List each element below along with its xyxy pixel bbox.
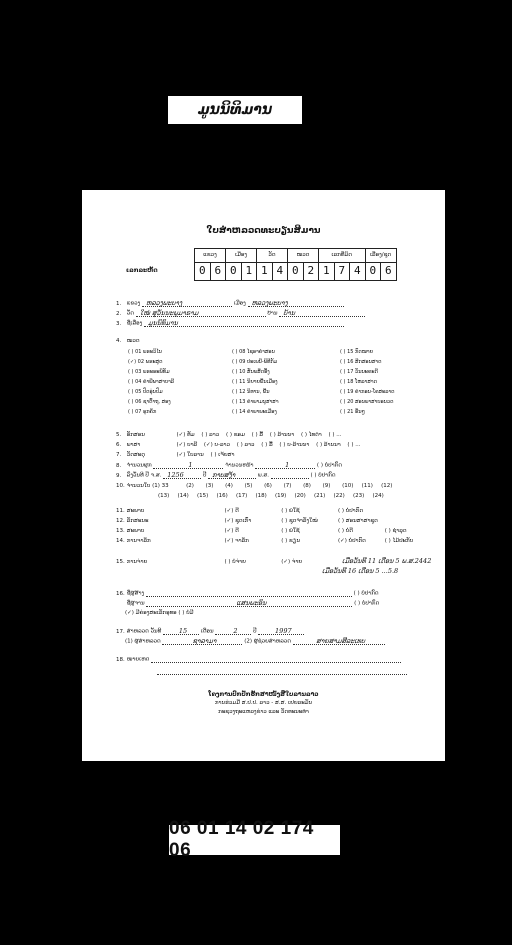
row-survey-date — [116, 628, 304, 635]
code-header: ເມືອງ — [226, 249, 257, 263]
category-option: ( ) 15 ກົດໝາຍ — [340, 349, 374, 355]
option-checkbox: ( ) ເຈ້ຍສາ — [210, 452, 235, 458]
row-number: 1. — [116, 300, 122, 307]
row-number: 10. — [116, 483, 125, 489]
field-label: ຈຳນວນໃບ — [126, 483, 151, 489]
row-copy-2 — [318, 568, 398, 575]
code-digit: 0 — [195, 263, 211, 281]
row-number: 15. — [116, 559, 125, 565]
leaf-count-slot: (24) — [372, 493, 384, 499]
option-checkbox: (✓) ຈາລຶກ — [224, 538, 249, 544]
row-number: 2. — [116, 310, 122, 317]
category-option: ( ) 12 ນິທານ, ພື້ນ — [232, 389, 270, 395]
row-state — [116, 528, 412, 534]
field-label: ໝວດ — [126, 338, 140, 344]
option-checkbox: ( ) ພໍໃຊ້ — [281, 528, 300, 534]
leaf-count-slot: (14) — [177, 493, 189, 499]
bottom-code-label: 06 01 14 02 174 06 — [169, 825, 340, 855]
row-scribe — [116, 600, 379, 607]
category-option: ( ) 16 ສິກສອນສາດ — [340, 359, 382, 365]
field-label: ເດືອນ — [200, 628, 214, 635]
province-value: ຫລວງພະບາງ — [142, 300, 232, 307]
row-inscription — [116, 538, 418, 544]
category-option: ( ) 03 ພຣະອະພິທັມ — [128, 369, 170, 375]
category-option: ( ) 01 ພຣະວິໄນ — [128, 349, 162, 355]
field-label: ຈຳນວນຫນ້າ — [225, 462, 254, 469]
row-date — [116, 472, 336, 479]
option-checkbox: (✓) ຈ່າຍ — [281, 559, 303, 565]
category-option: ( ) 18 ໂຫລາສາດ — [340, 379, 377, 385]
leaf-count-slot: (5) — [244, 483, 253, 489]
title-value: ມູນນິທິມານ — [144, 320, 344, 327]
option-checkbox: (✓) ບ-ລາວ — [203, 442, 230, 448]
field-label: ຈຳນວນຜູກ — [126, 462, 152, 469]
row-leaf-count — [116, 483, 401, 489]
leaf-count-slot: (8) — [303, 483, 311, 489]
leaf-count-slot: (7) — [283, 483, 292, 489]
survey-day-value: 15 — [163, 628, 199, 635]
field-label: ສຳຫລວດ ວັນທີ — [126, 628, 162, 635]
field-label: ແຂວງ — [126, 300, 141, 307]
code-digit: 4 — [350, 263, 366, 281]
code-digit: 1 — [257, 263, 273, 281]
code-header: ແຂວງ — [195, 249, 226, 263]
field-label: ສະພາບ — [126, 508, 145, 514]
field-label: ປີ — [253, 628, 257, 635]
option-checkbox: (✓) ໃບລານ — [176, 452, 204, 458]
leaf-count-slot: (10) — [342, 483, 354, 489]
field-label: ສະພາບ — [126, 528, 145, 534]
code-digit: 0 — [288, 263, 304, 281]
row-creator — [116, 590, 379, 597]
leaf-count-slot: (9) — [322, 483, 331, 489]
field-label: ເມືອງ — [233, 300, 246, 307]
footer-line: ໂຄງການປົກປັກຮັກສາໜັງສືໃບລານລາວ — [208, 691, 319, 698]
row-language — [116, 442, 365, 448]
row-category — [116, 338, 140, 344]
code-digit: 1 — [241, 263, 257, 281]
leaf-count-slot: (13) — [158, 493, 170, 499]
row-number: 13. — [116, 528, 125, 534]
leaf-count-slot: (18) — [255, 493, 267, 499]
option-checkbox: ( ) ລ້ານນາ — [316, 442, 341, 448]
leaf-count-slot: (4) — [225, 483, 233, 489]
field-label: ພ.ສ. — [257, 472, 270, 479]
code-digit: 1 — [319, 263, 335, 281]
category-option: ( ) 14 ຄຳພາພະເມືອງ — [232, 409, 277, 415]
row-surveyors — [125, 638, 385, 645]
row-count — [116, 462, 342, 469]
field-label: ໝາຍເຫດ — [126, 656, 150, 663]
be-year-value — [271, 472, 309, 479]
row-number: 14. — [116, 538, 125, 544]
code-digit: 6 — [210, 263, 226, 281]
option-checkbox: ( ) ລາວ — [201, 432, 220, 438]
row-material — [116, 452, 239, 458]
category-option: ( ) 13 ຄຳພາມນູສາສາ — [232, 399, 279, 405]
field-label: ວັດ — [126, 310, 134, 317]
row-number: 6. — [116, 442, 122, 448]
temple-value: ໃໝ່ ສຸວັນນະພູມາຣາມ — [136, 310, 266, 317]
code-header: ເລກທີ່ມິດ — [319, 249, 366, 263]
footer-line: ການຮ່ວມມື ສ.ປ.ປ. ລາວ - ສ.ສ. ເຢຍລະມັນ — [214, 700, 313, 707]
row-type — [116, 518, 383, 524]
district-value: ຫລວງພະບາງ — [248, 300, 344, 307]
option-checkbox: ( ) ລື້ — [251, 432, 263, 438]
surveyor-value: ຊາລາມາ — [162, 638, 242, 645]
leaf-count-slot: (11) — [361, 483, 373, 489]
row-number: 8. — [116, 462, 122, 469]
leaf-count-slot: (20) — [294, 493, 306, 499]
option-checkbox: ( ) ໄມ້ປະກັບ — [384, 538, 414, 544]
field-label: ຊື່ເລື່ອງ — [126, 320, 143, 327]
code-digit: 0 — [226, 263, 242, 281]
field-label: ຊື່ຜູ້ຈານ — [126, 600, 145, 607]
field-label: ອັກສອນ — [126, 432, 145, 438]
row-title — [116, 320, 344, 327]
option-checkbox: ( ) ບໍ່ປາກົດ — [354, 600, 380, 607]
leaf-count-slot: (6) — [264, 483, 272, 489]
scribe-value: ແສນພະອິນ — [146, 600, 352, 607]
field-label: ວັດສະດຸ — [126, 452, 145, 458]
row-script — [116, 432, 347, 438]
option-checkbox: ( ) ລື້ — [261, 442, 273, 448]
category-option: ( ) 11 ນິຍາຍພື້ນເມືອງ — [232, 379, 278, 385]
option-checkbox: (✓) ມີຄ່ອງສະເລັກອຸທອ ( ) ບໍ່ມີ — [125, 610, 194, 616]
top-title-label: ມູນນິທິມານ — [168, 96, 302, 124]
option-checkbox: ( ) ບໍ່ດີ — [338, 528, 353, 534]
code-digit: 4 — [272, 263, 288, 281]
code-digit: 0 — [365, 263, 381, 281]
survey-month-value: 2 — [215, 628, 251, 635]
row-condition — [116, 508, 368, 514]
option-checkbox: ( ) ບໍ່ປາກົດ — [316, 462, 342, 469]
row-number: 5. — [116, 432, 122, 438]
row-number: 16. — [116, 590, 125, 597]
code-digit: 6 — [381, 263, 397, 281]
row-copy — [116, 558, 431, 565]
option-checkbox: (✓) ຊຸດເກົ່າ — [224, 518, 252, 524]
village-value: ບ້ານ — [279, 310, 365, 317]
category-option: ( ) 05 ປົດອຸ່ນປົມ — [128, 389, 163, 395]
category-option: ( ) 06 ຊາດົ້າຖ, ສອງ — [128, 399, 171, 405]
code-header: ເລື່ອງ/ຊຸດ — [365, 249, 396, 263]
option-checkbox: (✓) ດີ — [224, 528, 239, 534]
code-digit: 7 — [334, 263, 350, 281]
assistant-value: ສາຍສາມສີລະເທບ — [293, 638, 385, 645]
row-temple — [116, 310, 365, 317]
leaf-count-slot: (1) 33 — [152, 483, 169, 489]
row-number: 9. — [116, 472, 122, 479]
creator-value — [146, 590, 352, 597]
row-number: 18. — [116, 656, 125, 663]
row-number: 3. — [116, 320, 122, 327]
option-checkbox: ( ) ຊຳລຸດ — [384, 528, 407, 534]
remarks-line — [151, 656, 401, 663]
category-option: (✓) 02 ພຣະສູດ — [128, 359, 163, 365]
copy-date-1: ເມື່ອວັນທີ 11 ເດືອນ 5 ພ.ສ.2442 — [342, 557, 432, 565]
leaf-count-slot: (3) — [205, 483, 214, 489]
category-option: ( ) 04 ຄຳພີພາສາບາລີ — [128, 379, 175, 385]
leaf-count-slot: (12) — [381, 483, 393, 489]
option-checkbox: ( ) ລ້ານນາ — [269, 432, 295, 438]
survey-form-sheet — [82, 190, 445, 761]
leaf-count-slot: (22) — [333, 493, 345, 499]
field-label: ລັກສະນະ — [126, 518, 149, 524]
category-option: ( ) 09 ປະເພນີ-ພິທີກັມ — [232, 359, 278, 365]
option-checkbox: ( ) ຂອມ — [225, 432, 245, 438]
option-checkbox: ( ) ສອນສາສາຊຸດ — [338, 518, 378, 524]
option-checkbox: ( ) ຂຽນ — [281, 538, 301, 544]
survey-year-value: 1997 — [258, 628, 304, 635]
field-label: ການຈາລຶກ — [126, 538, 151, 544]
leaf-count-slot: (16) — [216, 493, 228, 499]
option-checkbox: (✓) ດີ — [224, 508, 239, 514]
option-checkbox: ( ) ໄທດໍາ — [301, 432, 322, 438]
field-label: ປີ — [202, 472, 207, 479]
option-checkbox: ( ) ລາວ — [236, 442, 255, 448]
remarks-line — [157, 668, 407, 675]
code-table — [194, 248, 397, 281]
category-option: ( ) 19 ຄຳກອນ-ໂຄສະລາດ — [340, 389, 395, 395]
category-option: ( ) 17 ວັນນະຄະດີ — [340, 369, 378, 375]
row-remarks — [116, 656, 401, 663]
year-name-value: ກາບສງ້າ — [208, 472, 256, 479]
row-leaf-count-2 — [158, 493, 392, 499]
category-option: ( ) 08 ໄຊອາຄຳສອນ — [232, 349, 275, 355]
bundle-count-value: 1 — [153, 462, 223, 469]
row-remarks-2 — [157, 668, 407, 675]
leaf-count-slot: (17) — [236, 493, 248, 499]
option-checkbox: ( ) ... — [347, 442, 361, 448]
field-label: (1) ຜູ້ສຳຫລວດ — [125, 638, 161, 645]
option-checkbox: ( ) ພໍໃຊ້ — [281, 508, 300, 514]
leaf-count-slot: (23) — [353, 493, 365, 499]
leaf-count-slot: (19) — [275, 493, 287, 499]
option-checkbox: ( ) ບໍ່ປາກົດ — [310, 472, 336, 479]
leaf-count-slot: (21) — [314, 493, 326, 499]
field-label: ບ້ານ — [267, 310, 278, 317]
row-number: 11. — [116, 508, 125, 514]
cs-year-value: 1256 — [163, 472, 201, 479]
row-number: 17. — [116, 628, 125, 635]
option-checkbox: (✓) ບໍ່ປາກົດ — [338, 538, 366, 544]
option-checkbox: ( ) ບໍ່ປາກົດ — [338, 508, 363, 514]
row-notes-option — [125, 610, 194, 616]
field-label: ພາສາ — [126, 442, 141, 448]
field-label: ການຈ່າຍ — [126, 559, 148, 565]
field-label: ຊື່ຜູ້ສ້າງ — [126, 590, 145, 597]
leaf-count-slot: (2) — [186, 483, 194, 489]
option-checkbox: ( ) ຊຸດຈຳລັງໃໝ່ — [281, 518, 318, 524]
footer-line: ກະຊວງຖະແຫລງຂ່າວ ແລະ ວັດທະນະທຳ — [218, 708, 309, 715]
row-number: 7. — [116, 452, 122, 458]
category-option: ( ) 10 ສັ່ນພສຶດອັ້ງ — [232, 369, 270, 375]
code-header: ວັດ — [257, 249, 288, 263]
code-digit: 2 — [303, 263, 319, 281]
option-checkbox: (✓) ບາລີ — [176, 442, 198, 448]
leaf-count-slot: (15) — [197, 493, 209, 499]
form-title: ໃບສຳຫລວດທະບຽນສິມານ — [206, 226, 321, 236]
row-number: 4. — [116, 338, 122, 344]
copy-date-2: ເມື່ອວັນທີ 16 ເດືອນ 5 ...5.8 — [322, 567, 399, 575]
option-checkbox: ( ) ... — [328, 432, 342, 438]
row-number: 12. — [116, 518, 125, 524]
category-option: ( ) 21 ອື່ນໆ — [340, 409, 365, 415]
code-header: ໝວດ — [288, 249, 319, 263]
field-label: ລົງວັນທີ ປີ ຈ.ສ. — [126, 472, 162, 479]
code-label: ເລກລະຫັດ — [126, 267, 158, 274]
field-label: (2) ຜູ້ຊ່ວຍສຳຫລວດ — [244, 638, 291, 645]
row-province — [116, 300, 344, 307]
option-checkbox: ( ) ບໍ່ປາກົດ — [353, 590, 379, 597]
form-footer — [82, 690, 445, 716]
page-count-value: 1 — [255, 462, 315, 469]
option-checkbox: (✓) ທັມ — [176, 432, 195, 438]
option-checkbox: ( ) ບໍ່ຈ່າຍ — [224, 559, 246, 565]
option-checkbox: ( ) ບ-ລ້ານນາ — [279, 442, 310, 448]
category-option: ( ) 20 ສອນພາສາບອນວດ — [340, 399, 394, 405]
category-option: ( ) 07 ອຸກຄຶກ — [128, 409, 157, 415]
